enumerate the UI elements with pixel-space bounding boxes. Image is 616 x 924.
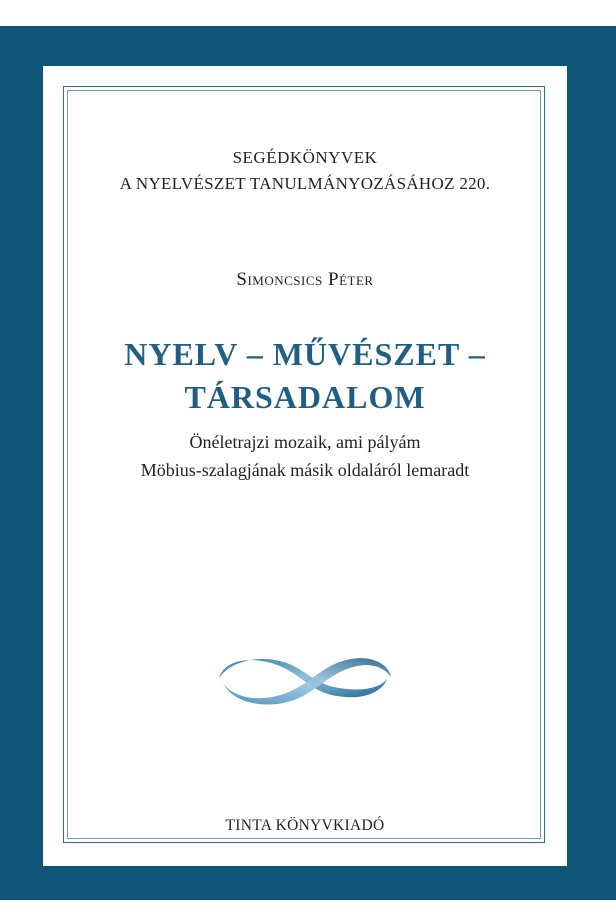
series-title-line2: A NYELVÉSZET TANULMÁNYOZÁSÁHOZ 220. — [119, 174, 491, 193]
book-cover — [0, 26, 616, 900]
book-subtitle-line1: Önéletrajzi mozaik, ami pályám — [189, 432, 421, 452]
book-title-line2: TÁRSADALOM — [184, 379, 426, 415]
publisher-name: TINTA KÖNYVKIADÓ — [225, 817, 385, 834]
book-title-line1: NYELV – MŰVÉSZET – — [124, 336, 486, 372]
series-title-line1: SEGÉDKÖNYVEK — [232, 148, 378, 167]
author-name: Simoncsics Péter — [236, 269, 374, 290]
cover-panel — [43, 66, 567, 866]
mobius-strip-icon — [215, 643, 395, 713]
book-subtitle-line2: Möbius-szalagjának másik oldaláról lemaradt — [140, 460, 470, 480]
